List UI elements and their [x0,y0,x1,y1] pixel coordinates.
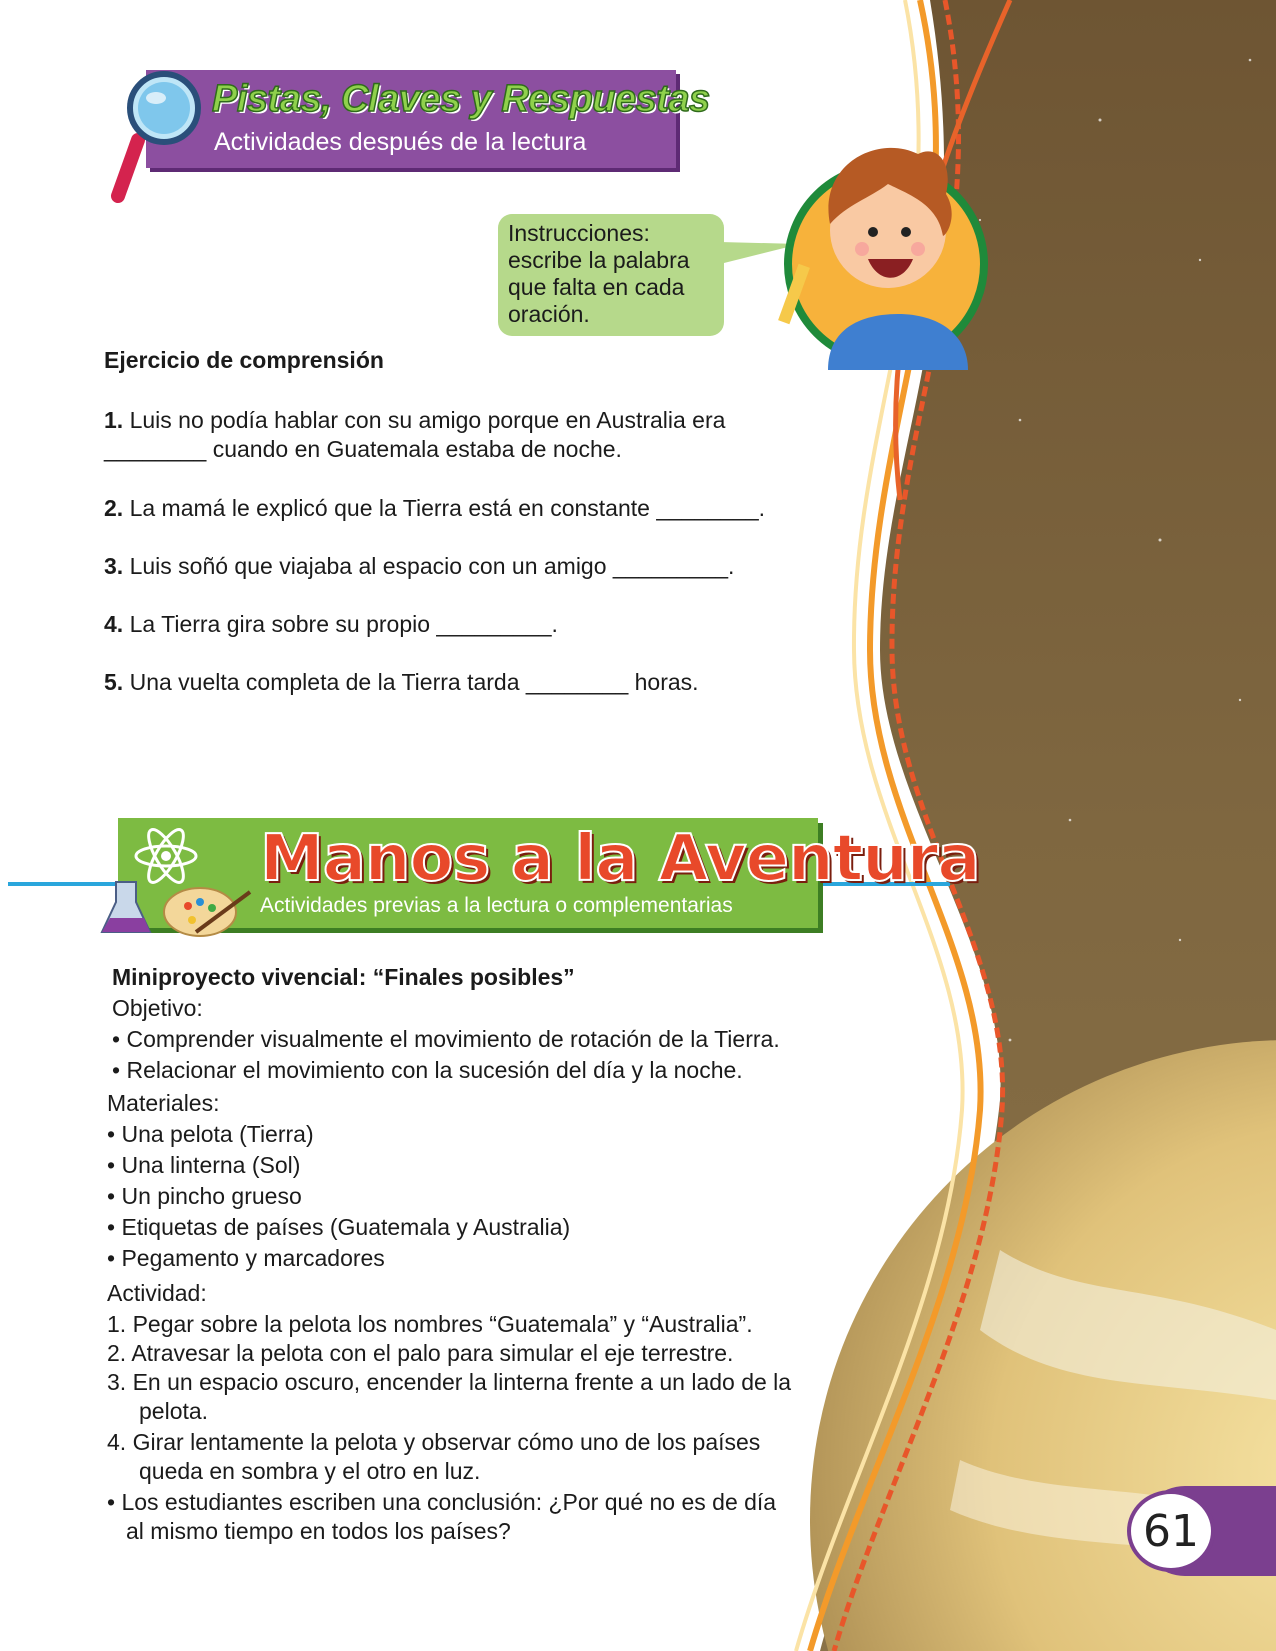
step-number: 2. [107,1340,127,1366]
magnifier-icon [108,68,208,208]
item-text: Luis soñó que viajaba al espacio con un amigo _________. [129,553,735,579]
item-text: Luis no podía hablar con su amigo porque en Australia era [129,407,726,433]
exercise-item [104,668,699,697]
banner-subtitle: Actividades previas a la lectura o complementarias [260,894,733,917]
step-text: Girar lentamente la pelota y observar cómo uno de los países [132,1429,761,1455]
objective-text: Relacionar el movimiento con la sucesión del día y la noche. [126,1057,743,1083]
conclusion: • Los estudiantes escriben una conclusión: ¿Por qué no es de día [107,1489,777,1515]
activity-step [107,1427,760,1458]
exercise-item [104,552,734,581]
objective-item: • Comprender visualmente el movimiento de rotación de la Tierra. [112,1026,780,1052]
item-text: La mamá le explicó que la Tierra está en constante ________. [129,495,766,521]
material-text: Etiquetas de países (Guatemala y Australia) [121,1214,571,1240]
material-item: • Un pincho grueso [107,1183,302,1209]
instructions-text: Instrucciones: escribe la palabra que falta en cada oración. [508,220,690,327]
item-number: 3. [104,553,124,579]
activity-label: Actividad: [107,1280,207,1306]
material-item: • Etiquetas de países (Guatemala y Australia) [107,1214,571,1240]
item-number: 2. [104,495,124,521]
activity-step [107,1338,733,1369]
item-number: 1. [104,407,124,433]
boy-character-icon [768,124,1004,370]
conclusion-cont: al mismo tiempo en todos los países? [126,1518,511,1544]
item-text: ________ cuando en Guatemala estaba de noche. [104,436,622,462]
step-text-cont: pelota. [139,1398,209,1424]
objective-text: Comprender visualmente el movimiento de rotación de la Tierra. [126,1026,780,1052]
item-text: La Tierra gira sobre su propio _________. [129,611,558,637]
science-art-icon [100,822,260,942]
item-number: 5. [104,669,124,695]
exercise-heading: Ejercicio de comprensión [104,347,384,373]
step-text: Pegar sobre la pelota los nombres “Guatemala” y “Australia”. [132,1311,753,1337]
material-text: Una pelota (Tierra) [121,1121,314,1147]
materials-label: Materiales: [107,1090,220,1116]
step-text: Atravesar la pelota con el palo para simular el eje terrestre. [131,1340,734,1366]
banner-pistas [146,70,710,168]
step-number: 3. [107,1369,127,1395]
step-number: 4. [107,1429,127,1455]
banner-subtitle: Actividades después de la lectura [214,128,587,156]
material-text: Un pincho grueso [121,1183,302,1209]
banner-title: Pistas, Claves y Respuestas [212,78,710,120]
material-text: Pegamento y marcadores [121,1245,385,1271]
step-text-cont: queda en sombra y el otro en luz. [139,1458,481,1484]
material-item: • Una linterna (Sol) [107,1152,301,1178]
objective-label: Objetivo: [112,995,203,1021]
material-item: • Una pelota (Tierra) [107,1121,314,1147]
exercise-item [104,406,725,435]
exercise-item-cont [104,435,622,464]
page-number: 61 [1127,1490,1215,1572]
activity-step [107,1309,753,1340]
banner-title: Manos a la Aventura [260,822,980,896]
instructions-bubble [498,214,724,336]
project-title: Miniproyecto vivencial: “Finales posibles” [112,964,575,990]
step-text: En un espacio oscuro, encender la linterna frente a un lado de la [132,1369,792,1395]
item-text: Una vuelta completa de la Tierra tarda ________ horas. [129,669,699,695]
conclusion-text: Los estudiantes escriben una conclusión: ¿Por qué no es de día [121,1489,777,1515]
objective-item: • Relacionar el movimiento con la sucesión del día y la noche. [112,1057,743,1083]
exercise-item [104,610,558,639]
step-number: 1. [107,1311,127,1337]
material-text: Una linterna (Sol) [121,1152,301,1178]
exercise-item [104,494,765,523]
activity-step [107,1367,791,1398]
item-number: 4. [104,611,124,637]
material-item: • Pegamento y marcadores [107,1245,385,1271]
